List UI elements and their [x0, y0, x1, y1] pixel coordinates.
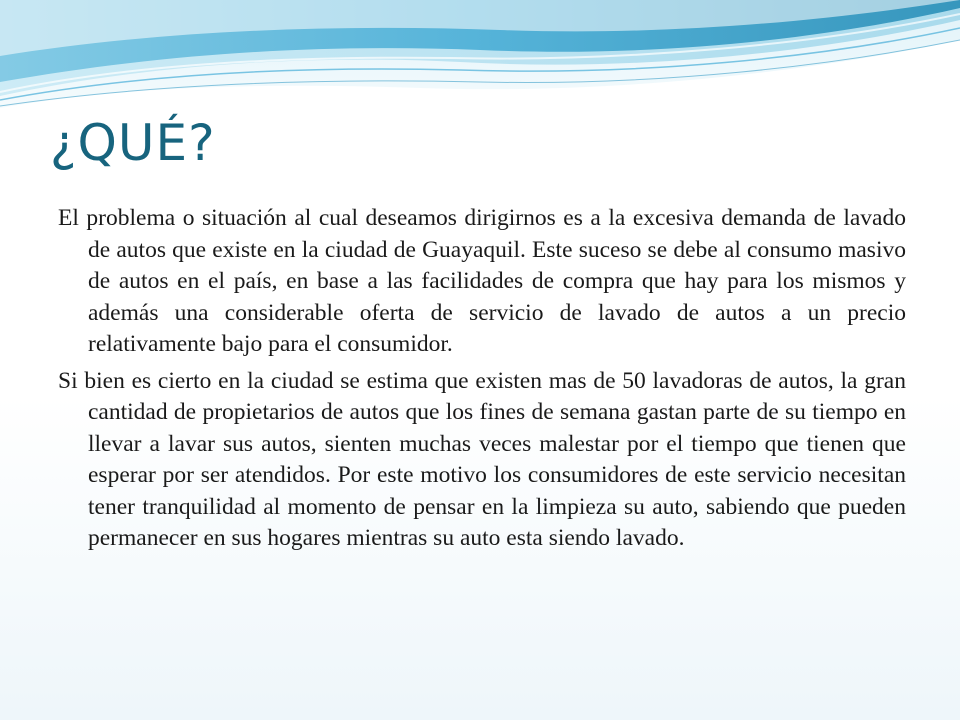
- paragraph-context: Si bien es cierto en la ciudad se estima que existen mas de 50 lavadoras de autos, la gran cantidad de propietarios de autos que los fines de semana gastan parte de su tiempo en llevar a lavar sus autos, sienten muchas veces malestar por el tiempo que tienen que esperar por ser atendidos. Por este motivo los consumidores de este servicio necesitan tener tranquilidad al momento de pensar en la limpieza su auto, sabiendo que pueden permanecer en sus hogares mientras su auto esta siendo lavado.: [58, 367, 906, 551]
- decorative-wave-header: [0, 0, 960, 120]
- slide-body: [58, 203, 906, 560]
- slide-title: ¿QUÉ?: [50, 114, 216, 172]
- paragraph-problem: El problema o situación al cual deseamos dirigirnos es a la excesiva demanda de lavado de autos que existe en la ciudad de Guayaquil. Este suceso se debe al consumo masivo de autos en el país, en base a las facilidades de compra que hay para los mismos y además una considerable oferta de servicio de lavado de autos a un precio relativamente bajo para el consumidor.: [58, 205, 906, 357]
